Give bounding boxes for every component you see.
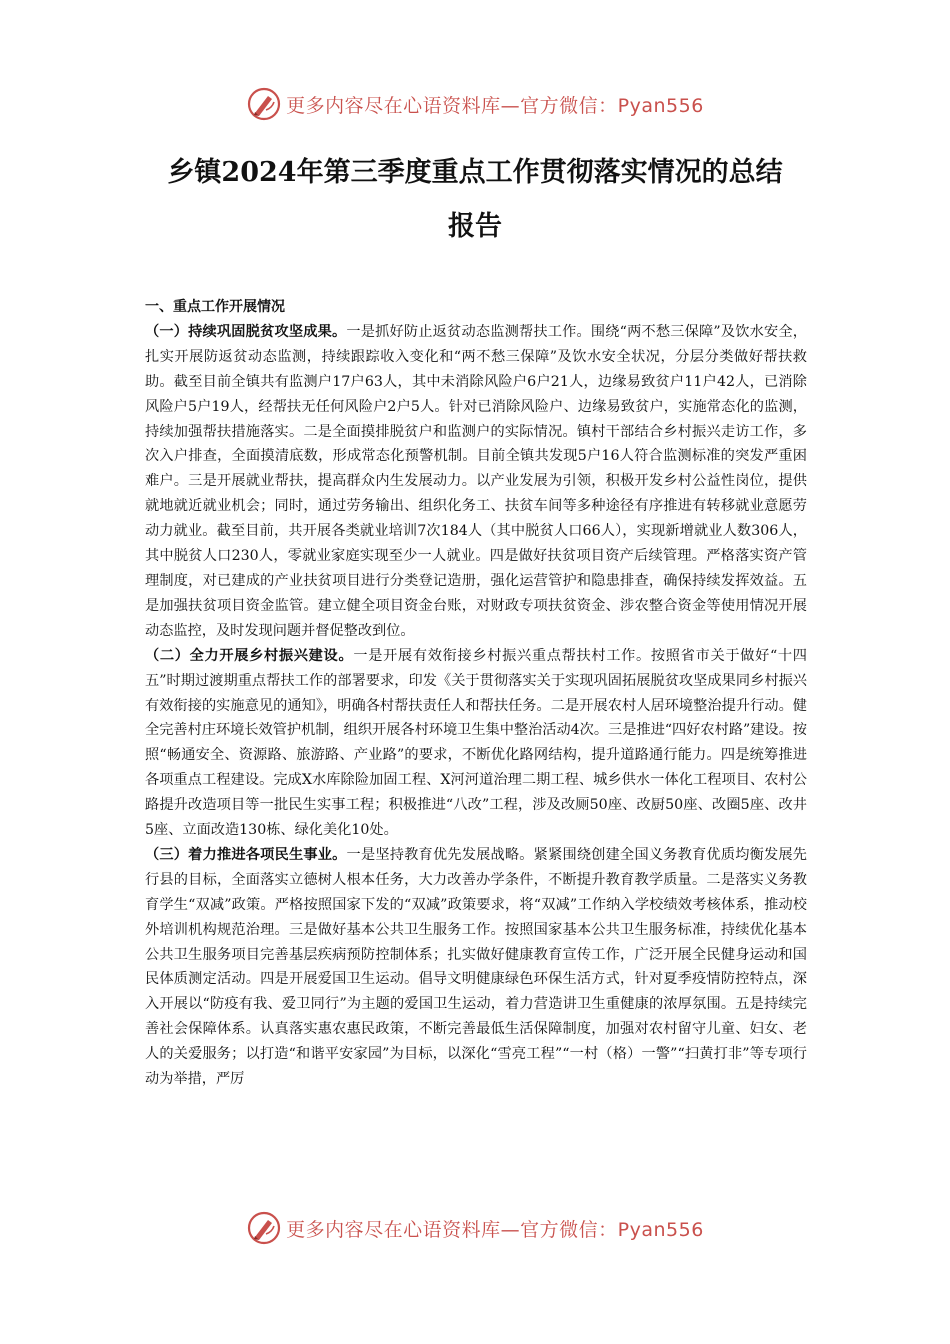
pen-logo-icon [246,1210,282,1246]
watermark-text: 更多内容尽在心语资料库—官方微信：Pyan556 [286,94,704,117]
paragraph-text-3: 一是坚持教育优先发展战略。紧紧围绕创建全国义务教育优质均衡发展先行县的目标，全面落实立德树人根本任务，大力改善办学条件，不断提升教育教学质量。二是落实义务教育学生“双减”政策。严格按照国家下发的“双减”政策要求，将“双减”工作纳入学校绩效考核体系，推动校外培训机构规范治理。三是做好基本公共卫生服务工作。按照国家基本公共卫生服务标准，持续优化基本公共卫生服务项目完善基层疾病预防控制体系；扎实做好健康教育宣传工作，广泛开展全民健身运动和国民体质测定活动。四是开展爱国卫生运动。倡导文明健康绿色环保生活方式，针对夏季疫情防控特点，深入开展以“防疫有我、爱卫同行”为主题的爱国卫生运动，着力营造讲卫生重健康的浓厚氛围。五是持续完善社会保障体系。认真落实惠农惠民政策，不断完善最低生活保障制度，加强对农村留守儿童、妇女、老人的关爱服务；以打造“和谐平安家园”为目标，以深化“雪亮工程”“一村（格）一警”“扫黄打非”等专项行动为举措，严厉 [145,846,807,1088]
document-title [130,146,820,254]
pen-logo-icon [246,86,282,122]
subsection-heading-1: （一）持续巩固脱贫攻坚成果。 [145,323,347,340]
paragraph-1 [145,320,807,644]
section-heading: 一、重点工作开展情况 [145,299,285,315]
paragraph-3 [145,843,807,1092]
watermark-banner-bottom [0,1208,950,1248]
paragraph-text-1: 一是抓好防止返贫动态监测帮扶工作。围绕“两不愁三保障”及饮水安全，扎实开展防返贫动态监测，持续跟踪收入变化和“两不愁三保障”及饮水安全状况，分层分类做好帮扶救助。截至目前全镇共有监测户17户63人，其中未消除风险户6户21人，边缘易致贫户11户42人，已消除风险户5户19人，经帮扶无任何风险户2户5人。针对已消除风险户、边缘易致贫户，实施常态化的监测，持续加强帮扶措施落实。二是全面摸排脱贫户和监测户的实际情况。镇村干部结合乡村振兴走访工作，多次入户排查，全面摸清底数，形成常态化预警机制。目前全镇共发现5户16人符合监测标准的突发严重困难户。三是开展就业帮扶，提高群众内生发展动力。以产业发展为引领，积极开发乡村公益性岗位，提供就地就近就业机会；同时，通过劳务输出、组织化务工、扶贫车间等多种途径有序推进有转移就业意愿劳动力就业。截至目前，共开展各类就业培训7次184人（其中脱贫人口66人），实现新增就业人数306人，其中脱贫人口230人，零就业家庭实现至少一人就业。四是做好扶贫项目资产后续管理。严格落实资产管理制度，对已建成的产业扶贫项目进行分类登记造册，强化运营管护和隐患排查，确保持续发挥效益。五是加强扶贫项目资金监管。建立健全项目资金台账，对财政专项扶贫资金、涉农整合资金等使用情况开展动态监控，及时发现问题并督促整改到位。 [145,323,807,639]
paragraph-2 [145,644,807,843]
title-line-1: 乡镇2024年第三季度重点工作贯彻落实情况的总结 [167,157,783,188]
subsection-heading-3: （三）着力推进各项民生事业。 [145,846,347,863]
title-line-2: 报告 [448,211,502,242]
watermark-banner-top [0,84,950,124]
paragraph-text-2: 一是开展有效衔接乡村振兴重点帮扶村工作。按照省市关于做好“十四五”时期过渡期重点帮扶工作的部署要求，印发《关于贯彻落实关于实现巩固拓展脱贫攻坚成果同乡村振兴有效衔接的实施意见的通知》，明确各村帮扶责任人和帮扶任务。二是开展农村人居环境整治提升行动。健全完善村庄环境长效管护机制，组织开展各村环境卫生集中整治活动4次。三是推进“四好农村路”建设。按照“畅通安全、资源路、旅游路、产业路”的要求，不断优化路网结构，提升道路通行能力。四是统筹推进各项重点工程建设。完成X水库除险加固工程、X河河道治理二期工程、城乡供水一体化工程项目、农村公路提升改造项目等一批民生实事工程；积极推进“八改”工程，涉及改厕50座、改厨50座、改圈5座、改井5座、立面改造130栋、绿化美化10处。 [145,647,807,839]
document-body [145,295,807,1092]
subsection-heading-2: （二）全力开展乡村振兴建设。 [145,647,354,664]
watermark-text: 更多内容尽在心语资料库—官方微信：Pyan556 [286,1218,704,1241]
